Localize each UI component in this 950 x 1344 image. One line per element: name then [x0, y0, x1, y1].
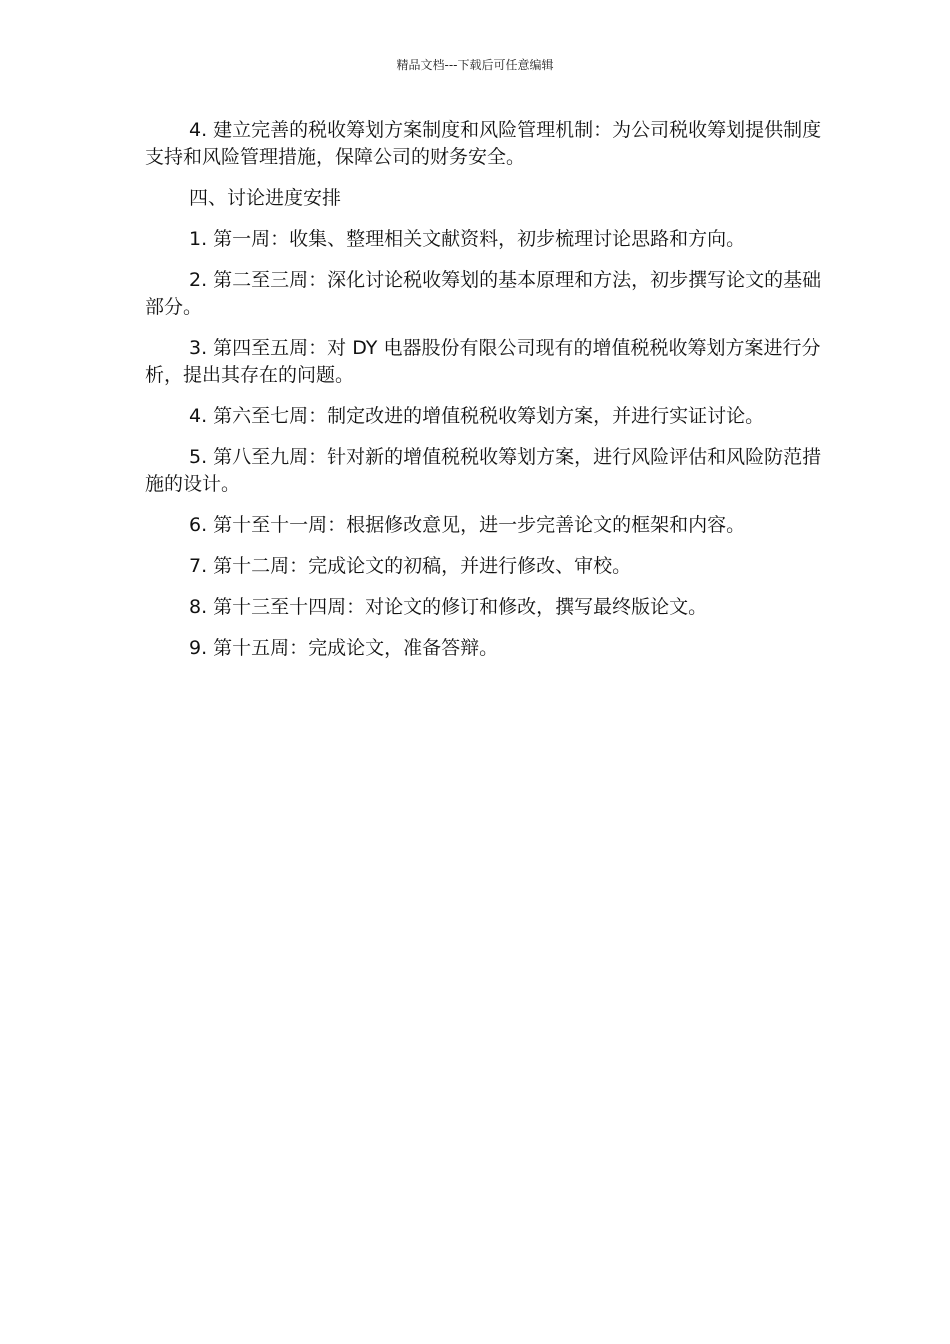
schedule-item: 1. 第一周：收集、整理相关文献资料，初步梳理讨论思路和方向。 [189, 228, 746, 250]
schedule-item: 5. 第八至九周：针对新的增值税税收筹划方案，进行风险评估和风险防范措施的设计。 [145, 446, 822, 495]
schedule-item: 3. 第四至五周：对 DY 电器股份有限公司现有的增值税税收筹划方案进行分析，提出其存在的问题。 [145, 337, 821, 386]
page-header: 精品文档---下载后可任意编辑 [396, 58, 554, 72]
schedule-item: 4. 第六至七周：制定改进的增值税税收筹划方案，并进行实证讨论。 [189, 405, 765, 427]
schedule-item: 6. 第十至十一周：根据修改意见，进一步完善论文的框架和内容。 [189, 514, 746, 536]
schedule-item: 2. 第二至三周：深化讨论税收筹划的基本原理和方法，初步撰写论文的基础部分。 [145, 269, 822, 318]
schedule-item: 7. 第十二周：完成论文的初稿，并进行修改、审校。 [189, 555, 632, 577]
paragraph-mechanism: 4. 建立完善的税收筹划方案制度和风险管理机制：为公司税收筹划提供制度支持和风险管理措施，保障公司的财务安全。 [145, 119, 822, 168]
section-heading-schedule: 四、讨论进度安排 [189, 187, 342, 209]
schedule-item: 8. 第十三至十四周：对论文的修订和修改，撰写最终版论文。 [189, 596, 708, 618]
document-body [145, 117, 825, 676]
schedule-item: 9. 第十五周：完成论文，准备答辩。 [189, 637, 499, 659]
